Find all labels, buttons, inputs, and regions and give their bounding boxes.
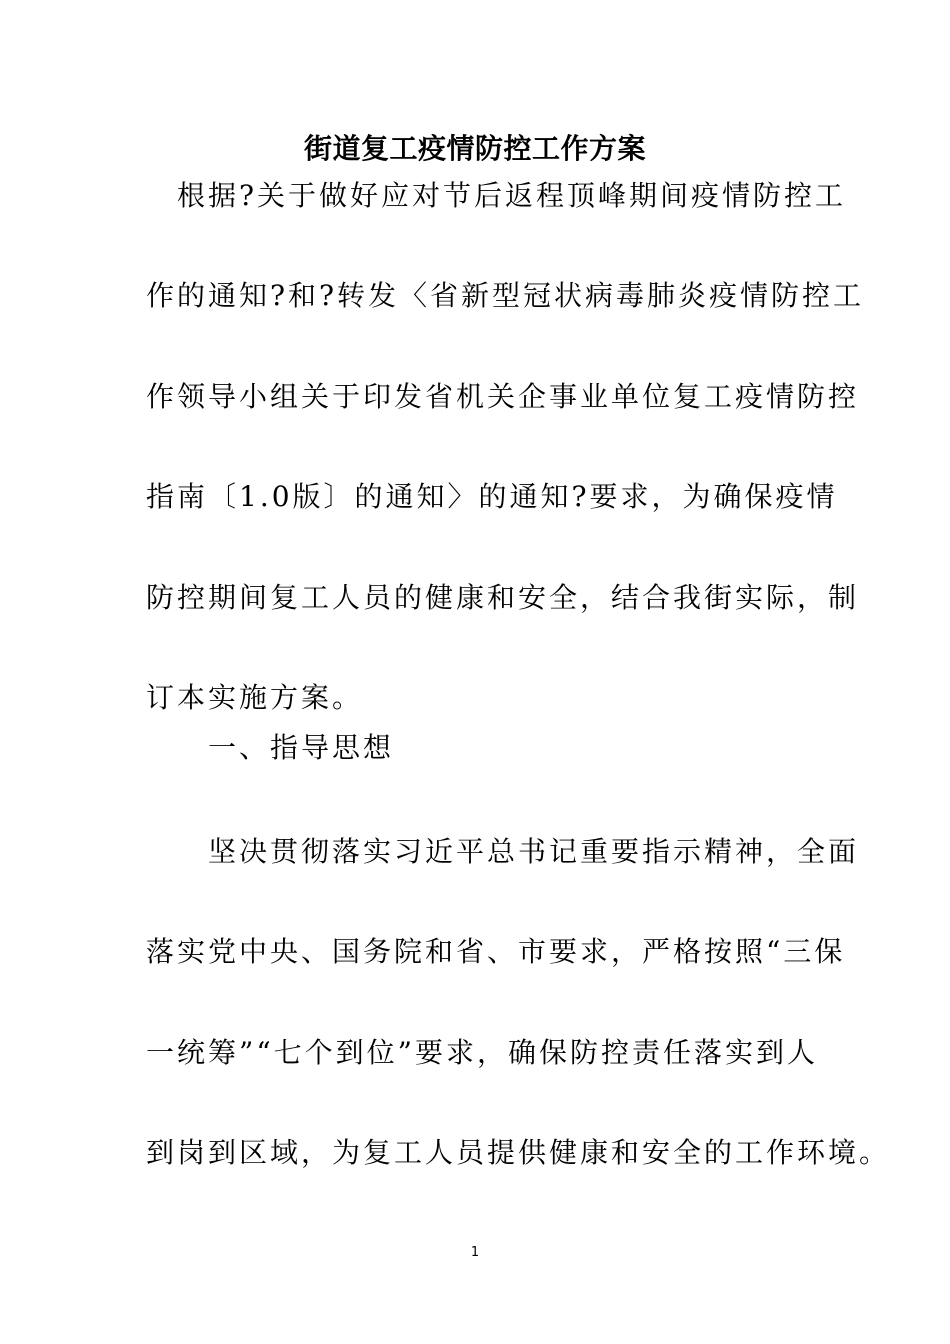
body-line-3: 作领导小组关于印发省机关企事业单位复工疫情防控 <box>146 380 860 413</box>
body-line-8: 坚决贯彻落实习近平总书记重要指示精神，全面 <box>146 835 860 868</box>
body-line-1: 根据?关于做好应对节后返程顶峰期间疫情防控工 <box>146 179 847 212</box>
page-number: 1 <box>470 1245 480 1260</box>
body-line-2: 作的通知?和?转发〈省新型冠状病毒肺炎疫情防控工 <box>146 279 865 312</box>
body-line-9: 落实党中央、国务院和省、市要求，严格按照“三保 <box>146 935 846 968</box>
body-line-5: 防控期间复工人员的健康和安全，结合我街实际，制 <box>146 581 860 614</box>
body-line-6: 订本实施方案。 <box>146 681 364 714</box>
body-line-4: 指南〔1.0版〕的通知〉的通知?要求，为确保疫情 <box>146 480 838 513</box>
body-line-11: 到岗到区域，为复工人员提供健康和安全的工作环境。 <box>146 1136 891 1169</box>
body-line-10: 一统筹”“七个到位”要求，确保防控责任落实到人 <box>146 1036 818 1069</box>
section-heading: 一、指导思想 <box>146 731 395 764</box>
document-title: 街道复工疫情防控工作方案 <box>303 132 646 165</box>
